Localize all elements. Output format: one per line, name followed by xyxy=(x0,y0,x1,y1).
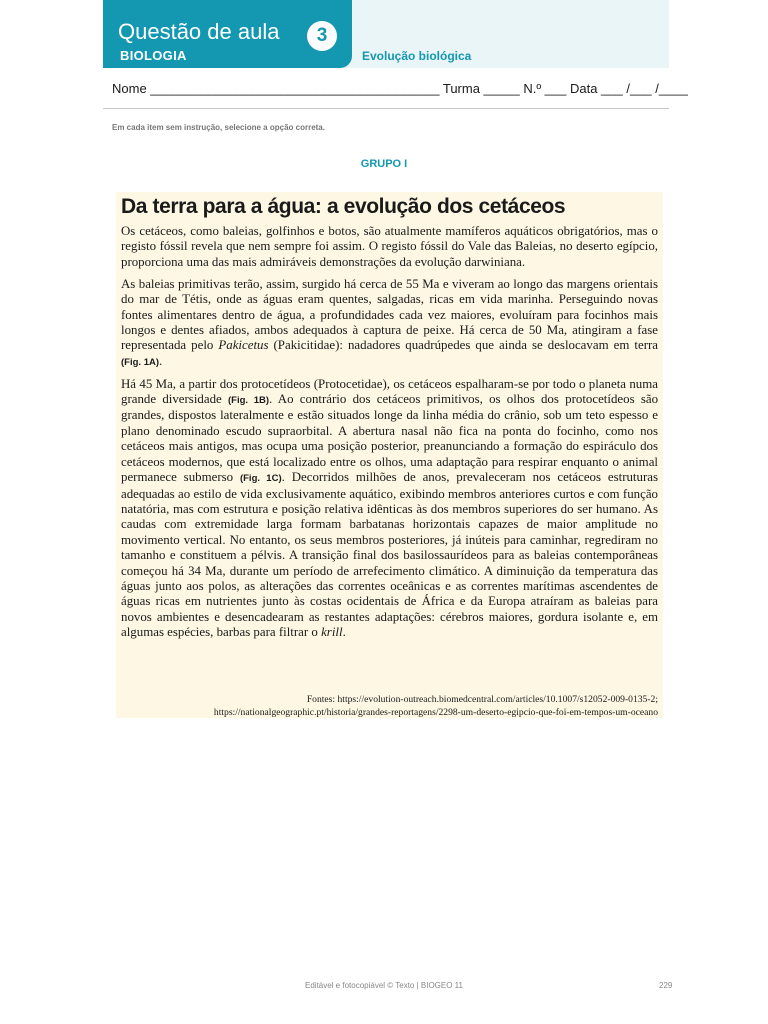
species-name: Pakicetus xyxy=(218,338,269,353)
subject-label: BIOLOGIA xyxy=(120,48,187,63)
paragraph-text: . Decorridos milhões de anos, prevaleceram nos cetáceos estruturas adequadas ao estilo de vida exclusivamente aquático, exibindo membros anteriores curtos e com função natatória, mas com estrutura e posição relativa idênticas às dos membros superiores do ser humano. As caudas com extremidade larga formam barbatanas horizontais capazes de maior amplitude no movimento vertical. No entanto, os seus membros posteriores, já inúteis para caminhar, regrediram no tamanho e constituem a pélvis. A transição final dos basilossaurídeos para as baleias contemporâneas começou há 34 Ma, durante um período de arrefecimento climático. A diminuição da temperatura das águas junto aos polos, as alterações das correntes oceânicas e as correntes marítimas ascendentes de águas ricas em nutrientes junto às costas ocidentais de África e da Europa atraíram as baleias para novos ambientes e desencadearam as restantes adaptações: cérebros maiores, gordura isolante e, em algumas espécies, barbas para filtrar o xyxy=(121,470,658,640)
worksheet-number-badge: 3 xyxy=(307,21,337,51)
article-paragraph-1 xyxy=(121,224,658,270)
paragraph-text: . Ao contrário dos cetáceos primitivos, os olhos dos protocetídeos são grandes, dispostos lateralmente e estão situados longe da linha média do crânio, sob um teto espesso e plano denominado escudo supraorbital. A abertura nasal não fica na ponta do focinho, como nos cetáceos mais antigos, mas ocupa uma posição posterior, preanunciando a formação do espiráculo dos cetáceos modernos, que está localizado entre os olhos, uma adaptação para respirar enquanto o animal permanece submerso xyxy=(121,392,659,485)
article-body xyxy=(121,224,658,647)
paragraph-text: Há 45 Ma, a partir dos protocetídeos (Protocetidae), os cetáceos espalharam-se por todo o planeta numa grande diversidade xyxy=(121,376,658,407)
paragraph-text: As baleias primitivas terão, assim, surgido há cerca de 55 Ma e viveram ao longo das margens orientais do mar de Tétis, onde as águas eram quentes, salgadas, ricas em vida marinha. Perseguindo novas fontes alimentares dentro de água, a profundidades cada vez maiores, evoluíram para focinhos mais longos e dentes afiados, ambos adequados à captura de peixe. Há cerca de 50 Ma, atingiram a fase representada pelo xyxy=(121,276,658,353)
source-line-1: Fontes: https://evolution-outreach.biomedcentral.com/articles/10.1007/s12052-009-0135-2; xyxy=(306,694,658,705)
page-number: 229 xyxy=(659,981,673,990)
worksheet-title: Questão de aula xyxy=(118,19,280,44)
footer-copyright: Editável e fotocopiável © Texto | BIOGEO 11 xyxy=(305,981,463,990)
figure-reference: (Fig. 1C) xyxy=(239,473,282,485)
student-info-line: Nome ________________________________________ Turma _____ N.º ___ Data ___ /___ /____ xyxy=(112,81,688,96)
article-paragraph-2 xyxy=(121,277,658,370)
topic-label: Evolução biológica xyxy=(362,49,472,63)
italic-term: krill xyxy=(321,625,343,640)
paragraph-text: Os cetáceos, como baleias, golfinhos e botos, são atualmente mamíferos aquáticos obrigatórios, mas o registo fóssil revela que nem sempre foi assim. O registo fóssil do Vale das Baleias, no deserto egípcio, proporciona uma das mais admiráveis demonstrações da evolução darwiniana. xyxy=(121,224,658,269)
paragraph-text: (Pakicitidae): nadadores quadrúpedes que ainda se deslocavam em terra xyxy=(268,338,659,353)
instruction-text: Em cada item sem instrução, selecione a opção correta. xyxy=(112,123,325,132)
figure-reference: (Fig. 1B) xyxy=(228,395,270,407)
source-line-2: https://nationalgeographic.pt/historia/grandes-reportagens/2298-um-deserto-egipcio-que-foi-em-tempos-um-oceano xyxy=(213,707,658,718)
article-title: Da terra para a água: a evolução dos cetáceos xyxy=(121,195,566,218)
header-divider xyxy=(103,108,669,109)
article-sources xyxy=(121,693,658,719)
paragraph-text: . xyxy=(342,625,346,640)
figure-reference: (Fig. 1A) xyxy=(121,356,159,368)
group-title: GRUPO I xyxy=(360,158,408,170)
article-paragraph-3 xyxy=(121,377,658,641)
paragraph-text: . xyxy=(159,353,163,368)
